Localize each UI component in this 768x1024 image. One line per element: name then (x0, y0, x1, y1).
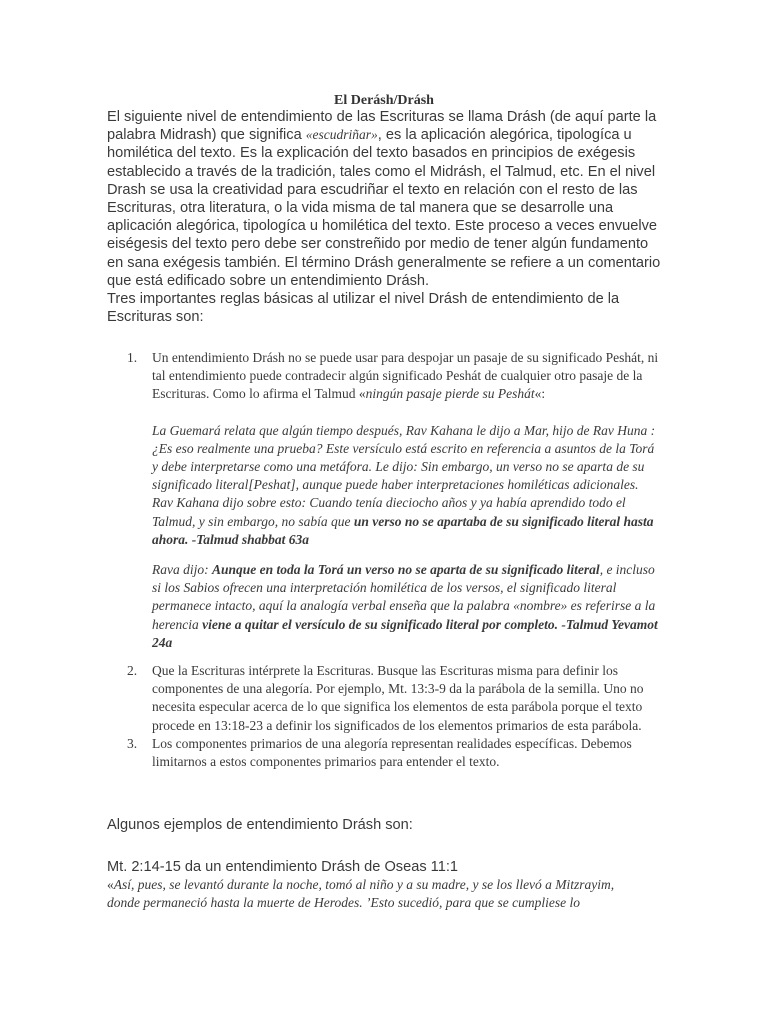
page-title: El Derásh/Drásh (334, 93, 434, 108)
list-number: 3. (127, 735, 138, 751)
quote-2-bold-1: Aunque en toda la Torá un verso no se aparta de su significado literal (212, 562, 600, 578)
rule-2-text: Que la Escrituras intérprete la Escrituras. Busque las Escrituras misma para definir los componentes de una alegoría. Por ejemplo, Mt. 13:3-9 da la parábola de la semilla. Uno no necesita especular acerca de lo que significa los elementos de esta parábola porque el texto procede en 13:18-23 a definir los significados de los elementos primarios de esta parábola. (152, 663, 644, 733)
quote-1-text: La Guemará relata que algún tiempo después, Rav Kahana le dijo a Mar, hijo de Rav Huna : ¿Es eso realmente una prueba? Este versículo está escrito en referencia a asuntos de la Torá y debe interpretarse como una metáfora. Le dijo: Sin embargo, un verso no se aparta de su significado literal[Peshat], aunque puede haber interpretaciones homiléticas adicionales. Rav Kahana dijo sobre esto: Cuando tenía dieciocho años y ya había aprendido todo el Talmud, y sin embargo, no sabía que (152, 422, 656, 529)
talmud-quote-yevamot (152, 561, 662, 652)
examples-intro: Algunos ejemplos de entendimiento Drásh son: (107, 817, 413, 833)
list-item (127, 662, 662, 735)
example-line-1: Así, pues, se levantó durante la noche, tomó al niño y a su madre, y se los llevó a Mitzrayim, (113, 877, 615, 892)
rules-list (127, 349, 662, 771)
quote-2-middle: , e incluso si los Sabios ofrecen una interpretación homilética de los versos, el significado literal permanece intacto, aquí la analogía verbal enseña que la palabra «nombre» es referirse a la herencia (152, 562, 656, 632)
list-number: 2. (127, 663, 138, 679)
rules-intro: Tres importantes reglas básicas al utilizar el nivel Drásh de entendimiento de la Escrituras son: (107, 291, 620, 326)
quote-1-bold: un verso no se apartaba de su significado literal hasta ahora. -Talmud shabbat 63a (152, 513, 654, 547)
list-number: 1. (127, 350, 138, 365)
rule-1-italic: ningún pasaje pierde su Peshát (365, 386, 535, 402)
rule-3-text: Los componentes primarios de una alegoría representan realidades específicas. Debemos limitarnos a estos componentes primarios para entender el texto. (152, 735, 632, 770)
example-line-2: donde permaneció hasta la muerte de Herodes. ’Esto sucedió, para que se cumpliese lo (107, 894, 581, 910)
example-open-quote: « (107, 877, 114, 892)
intro-text-end: , es la aplicación alegórica, tipologíca u homilética del texto. Es la explicación del texto basados en principios de exégesis establecido a través de la tradición, tales como el Midrásh, el Talmud, etc. En el nivel Drash se usa la creatividad para escudriñar el texto en relación con el resto de las Escrituras, otra literatura, o la vida misma de tal manera que se desarrolle una aplicación alegórica, tipologíca u homilética del texto. Este proceso a veces envuelve eiségesis del texto pero debe ser constreñido por medio de tener algún fundamento en sana exégesis también. El término Drásh generalmente se refiere a un comentario que está edificado sobre un entendimiento Drásh. (107, 127, 661, 289)
intro-quote: «escudriñar» (305, 127, 378, 143)
list-item (127, 735, 662, 771)
talmud-quote-shabbat (152, 422, 662, 549)
rule-1-text: Un entendimiento Drásh no se puede usar para despojar un pasaje de su significado Peshát, ni tal entendimiento puede contradecir algún significado Peshát de cualquier otro pasaje de la Escrituras. Como lo afirma el Talmud « (152, 350, 659, 402)
example-quote (107, 876, 667, 911)
quote-2-bold-2: viene a quitar el versículo de su significado literal por completo. -Talmud Yevamot 24a (152, 616, 658, 650)
intro-paragraph (107, 108, 663, 290)
example-heading: Mt. 2:14-15 da un entendimiento Drásh de Oseas 11:1 (107, 859, 459, 875)
quote-2-intro: Rava dijo: (152, 562, 212, 578)
intro-text-start: El siguiente nivel de entendimiento de las Escrituras se llama Drásh (de aquí parte la palabra Midrash) que significa (107, 109, 657, 144)
list-item (127, 349, 662, 652)
rule-1-end: «: (534, 386, 546, 402)
